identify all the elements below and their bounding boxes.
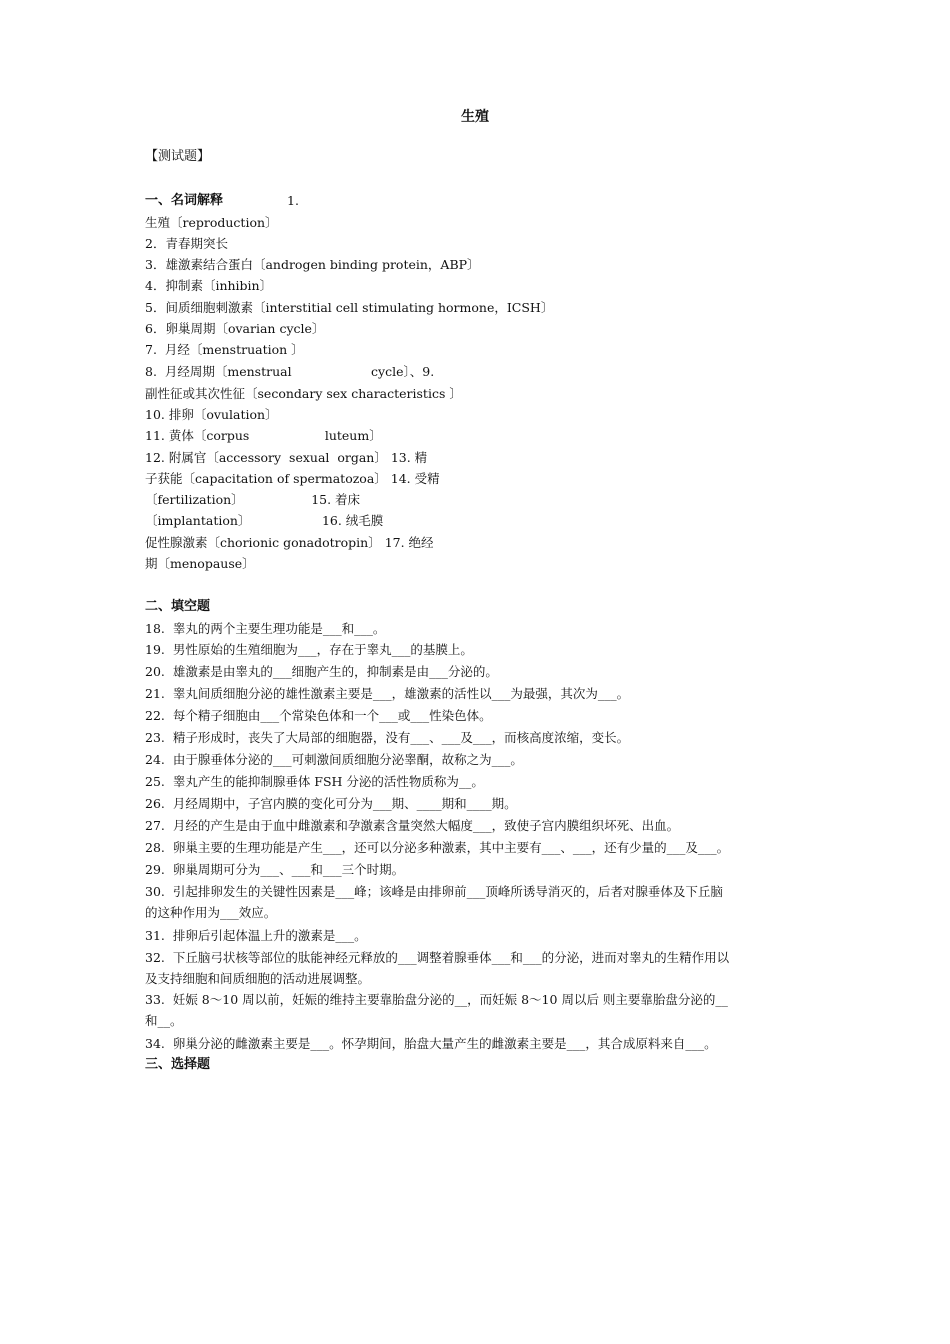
fill-question: 26. 月经周期中，子宫内膜的变化可分为___期、____期和____期。 xyxy=(145,796,517,811)
term-line: 生殖〔reproduction〕 xyxy=(145,215,278,230)
fill-question: 21. 睾丸间质细胞分泌的雄性激素主要是___，雄激素的活性以___为最强，其次为___。 xyxy=(145,686,630,701)
term-line: 促性腺激素〔chorionic gonadotropin〕 17. 绝经 xyxy=(145,535,434,550)
fill-question: 23. 精子形成时，丧失了大局部的细胞器，没有___、___及___，而核高度浓缩，变长。 xyxy=(145,730,630,745)
fill-question: 29. 卵巢周期可分为___、___和___三个时期。 xyxy=(145,862,405,877)
fill-question: 31. 排卵后引起体温上升的激素是___。 xyxy=(145,928,367,943)
fill-question: 34. 卵巢分泌的雌激素主要是___。怀孕期间，胎盘大量产生的雌激素主要是___，其合成原料来自___。 xyxy=(145,1036,717,1051)
section2-title: 二、填空题 xyxy=(145,599,211,614)
fill-question: 32. 下丘脑弓状核等部位的肽能神经元释放的___调整着腺垂体___和___的分泌，进而对睾丸的生精作用以 xyxy=(145,950,730,965)
term-line: 4．抑制素〔inhibin〕 xyxy=(145,278,273,293)
term-line: 子获能〔capacitation of spermatozoa〕 14. 受精 xyxy=(145,471,440,486)
page-title: 生殖 xyxy=(461,109,489,125)
term-line: 期〔menopause〕 xyxy=(145,556,255,571)
term-line: 5．间质细胞刺激素〔interstitial cell stimulating hormone，ICSH〕 xyxy=(145,300,554,315)
fill-question: 30. 引起排卵发生的关键性因素是___峰；该峰是由排卵前___顶峰所诱导消灭的，后者对腺垂体及下丘脑 xyxy=(145,884,723,899)
term-line: 〔fertilization〕 15. 着床 xyxy=(145,492,361,507)
term-line: 10. 排卵〔ovulation〕 xyxy=(145,407,278,422)
term-line: 12. 附属官〔accessory sexual organ〕 13. 精 xyxy=(145,450,428,465)
term-line: 2．青春期突长 xyxy=(145,236,228,251)
term-line: 6．卵巢周期〔ovarian cycle〕 xyxy=(145,321,325,336)
section1-first-number: 1. xyxy=(287,193,299,208)
section1-title: 一、名词解释 xyxy=(145,193,224,208)
fill-question: 19. 男性原始的生殖细胞为___，存在于睾丸___的基膜上。 xyxy=(145,642,473,657)
fill-question: 22. 每个精子细胞由___个常染色体和一个___或___性染色体。 xyxy=(145,708,492,723)
term-line: 8. 月经周期〔menstrual cycle〕、9. xyxy=(145,364,435,379)
section3-title: 三、选择题 xyxy=(145,1057,211,1072)
fill-question-continued: 的这种作用为___效应。 xyxy=(145,905,277,920)
fill-question: 24. 由于腺垂体分泌的___可刺激间质细胞分泌睾酮，故称之为___。 xyxy=(145,752,523,767)
test-label: 【测试题】 xyxy=(145,149,211,164)
fill-question: 28. 卵巢主要的生理功能是产生___，还可以分泌多种激素，其中主要有___、___，还有少量的___及___。 xyxy=(145,840,730,855)
term-line: 〔implantation〕 16. 绒毛膜 xyxy=(145,513,384,528)
term-line: 副性征或其次性征〔secondary sex characteristics 〕 xyxy=(145,386,462,401)
fill-question: 20. 雄激素是由睾丸的___细胞产生的，抑制素是由___分泌的。 xyxy=(145,664,498,679)
fill-question: 27. 月经的产生是由于血中雌激素和孕激素含量突然大幅度___，致使子宫内膜组织坏死、出血。 xyxy=(145,818,680,833)
fill-question: 33. 妊娠 8～10 周以前，妊娠的维持主要靠胎盘分泌的__，而妊娠 8～10 周以后 则主要靠胎盘分泌的__ xyxy=(145,992,728,1007)
fill-question: 25. 睾丸产生的能抑制腺垂体 FSH 分泌的活性物质称为__。 xyxy=(145,774,484,789)
fill-question-continued: 和__。 xyxy=(145,1013,183,1028)
fill-question-continued: 及支持细胞和间质细胞的活动进展调整。 xyxy=(145,971,371,986)
term-line: 11. 黄体〔corpus luteum〕 xyxy=(145,428,382,443)
term-line: 7. 月经〔menstruation 〕 xyxy=(145,342,304,357)
term-line: 3．雄激素结合蛋白〔androgen binding protein，ABP〕 xyxy=(145,257,480,272)
fill-question: 18. 睾丸的两个主要生理功能是___和___。 xyxy=(145,621,386,636)
